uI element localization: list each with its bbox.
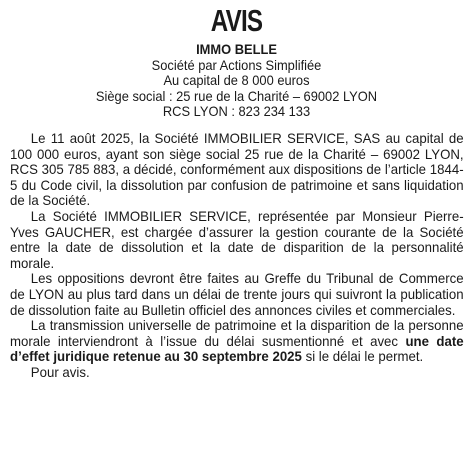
- company-header: [0, 42, 473, 120]
- notice-body: [10, 131, 464, 381]
- company-capital: Au capital de 8 000 euros: [163, 72, 310, 88]
- company-name: IMMO BELLE: [196, 41, 277, 57]
- transmission-text-after: si le délai le permet.: [301, 348, 424, 365]
- company-seat: Siège social : 25 rue de la Charité – 69002 LYON: [95, 87, 378, 104]
- paragraph-closing: Pour avis.: [30, 363, 90, 380]
- paragraph-dissolution: Le 11 août 2025, la Société IMMOBILIER SERVICE, SAS au capital de 100 000 euros, ayant son siège social 25 rue de la Charité – 69002 LYON, RCS 305 785 883, a décidé, conformément aux dispositions de l’article 1844-5 du Code civil, la dissolution par confusion de patrimoine et sans liquidation de la Société.: [10, 130, 464, 209]
- company-rcs: RCS LYON : 823 234 133: [162, 103, 311, 119]
- effective-date-emphasis: une date d’effet juridique retenue au 30 septembre 2025: [10, 332, 464, 365]
- company-form: Société par Actions Simplifiée: [151, 56, 322, 73]
- notice-title: AVIS: [210, 3, 263, 38]
- paragraph-transmission: [10, 318, 464, 365]
- paragraph-representation: La Société IMMOBILIER SERVICE, représentée par Monsieur Pierre-Yves GAUCHER, est chargée d’assurer la gestion courante de la Société entre la date de dissolution et la date de disparition de la personnalité morale.: [10, 207, 464, 271]
- paragraph-oppositions: Les oppositions devront être faites au Greffe du Tribunal de Commerce de LYON au plus tard dans un délai de trente jours qui suivront la publication de dissolution faite au Bulletin officiel des annonces civiles et commerciales.: [10, 270, 464, 318]
- transmission-text-before: La transmission universelle de patrimoine et la disparition de la personne morale interviendront à l’issue du délai susmentionné et avec: [10, 317, 464, 349]
